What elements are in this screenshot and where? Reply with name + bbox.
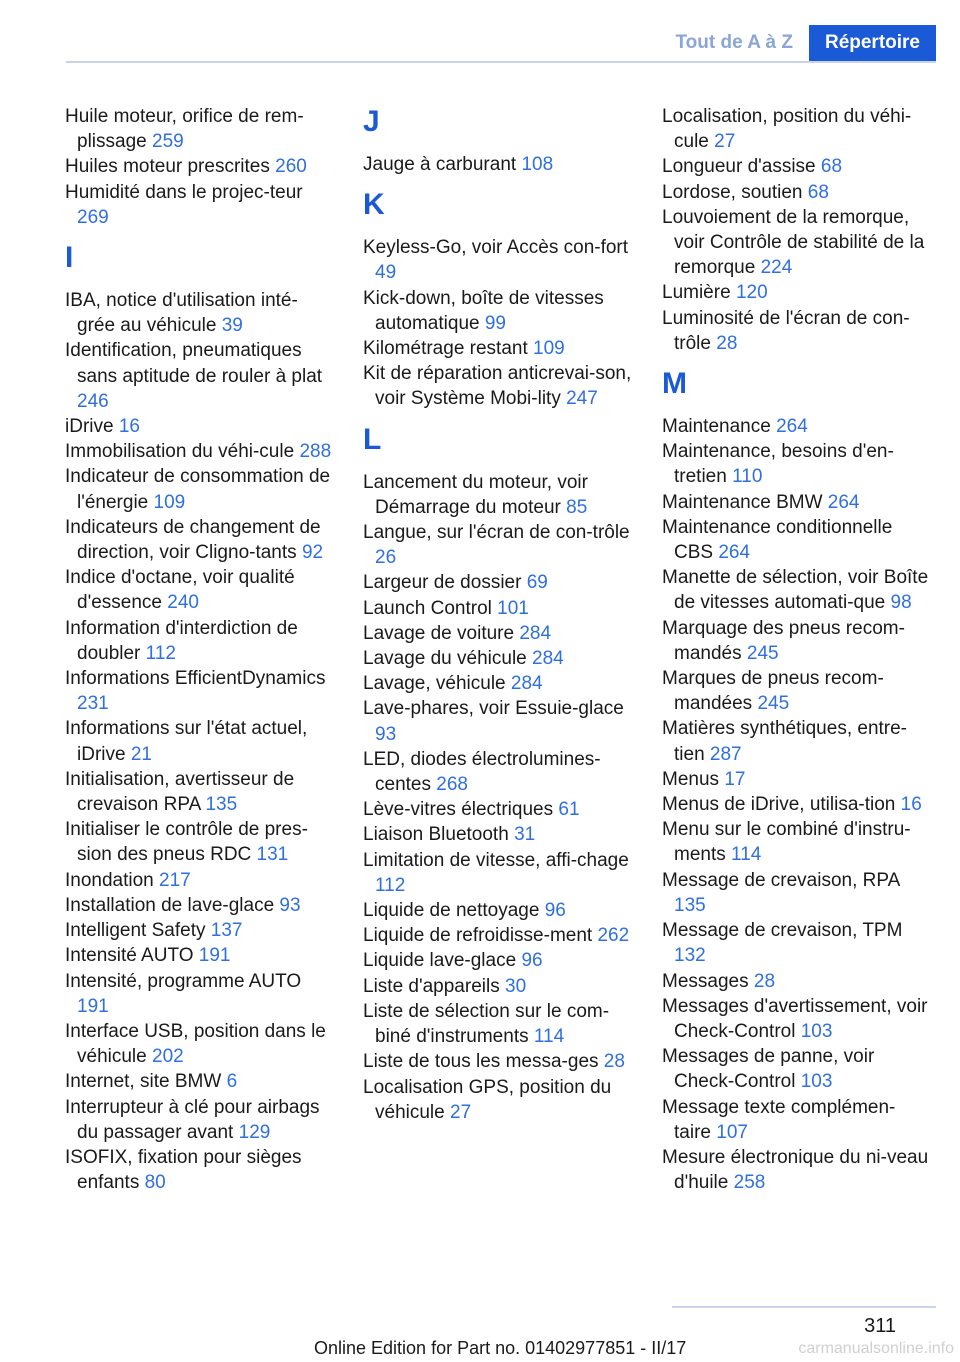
header-tabs <box>659 25 936 61</box>
index-entry <box>363 1075 633 1125</box>
entry-term: Kilométrage restant <box>363 338 528 360</box>
entry-term: Keyless-Go, voir Accès con-fort <box>363 237 629 259</box>
page-link[interactable]: 114 <box>731 844 762 866</box>
index-entry <box>662 1145 932 1195</box>
entry-term: iDrive <box>65 416 114 438</box>
page-link[interactable]: 135 <box>205 794 238 816</box>
entry-term: Informations sur l'état actuel, iDrive <box>65 718 308 765</box>
page-link[interactable]: 93 <box>279 894 301 916</box>
index-entry <box>65 893 335 918</box>
index-entry <box>363 520 633 570</box>
section-letter: I <box>65 241 74 275</box>
entry-term: Louvoiement de la remorque, voir Contrôle de stabilité de la remorque <box>662 206 925 279</box>
section-letter: K <box>363 188 385 222</box>
entry-term: Maintenance <box>662 416 771 438</box>
page-link[interactable]: 69 <box>526 572 548 594</box>
entry-term: Liaison Bluetooth <box>363 824 509 846</box>
page-link[interactable]: 108 <box>521 154 554 175</box>
entry-term: Interrupteur à clé pour airbags du passager avant <box>65 1096 320 1143</box>
index-entry <box>363 923 633 948</box>
page-link[interactable]: 269 <box>77 206 109 228</box>
index-entry <box>65 515 335 565</box>
index-entry <box>65 918 335 943</box>
entry-term: Lumière <box>662 282 731 304</box>
page-link[interactable]: 240 <box>167 592 199 614</box>
index-entry <box>65 1069 335 1094</box>
index-entry <box>662 969 932 994</box>
page-link[interactable]: 262 <box>597 925 630 947</box>
page-link[interactable]: 287 <box>709 743 742 765</box>
index-entry <box>363 999 633 1049</box>
index-entry <box>363 621 633 646</box>
index-entry <box>65 666 335 716</box>
page-link[interactable]: 264 <box>827 491 860 513</box>
entry-term: Localisation GPS, position du véhicule <box>363 1076 612 1123</box>
page-link[interactable]: 131 <box>256 844 289 866</box>
page-link[interactable]: 26 <box>375 547 397 569</box>
index-entry <box>65 1095 335 1145</box>
page-link[interactable]: 132 <box>674 945 706 967</box>
index-entry <box>65 338 335 414</box>
page-link[interactable]: 110 <box>732 466 763 488</box>
page-link[interactable]: 284 <box>519 622 552 644</box>
entry-term: LED, diodes électrolumines-centes <box>363 748 601 796</box>
edition-note: Online Edition for Part no. 01402977851 - II/17 <box>314 1338 687 1358</box>
entry-term: Identification, pneumatiques sans aptitude de rouler à plat <box>65 340 323 387</box>
entry-term: Liste de sélection sur le com-biné d'instruments <box>363 1000 610 1048</box>
page-link[interactable]: 129 <box>238 1121 271 1143</box>
page-link[interactable]: 258 <box>733 1172 766 1194</box>
page-number: 311 <box>864 1315 896 1337</box>
page-link[interactable]: 284 <box>532 648 564 670</box>
entry-term: Menus de iDrive, utilisa-tion <box>662 794 896 816</box>
page-link[interactable]: 30 <box>505 975 527 997</box>
index-entry <box>662 1095 932 1145</box>
page-link[interactable]: 68 <box>807 181 829 203</box>
page-link[interactable]: 247 <box>566 388 598 410</box>
page-link[interactable]: 120 <box>735 282 768 304</box>
entry-term: Indicateurs de changement de direction, voir Cligno-tants <box>65 516 321 564</box>
entry-term: Maintenance BMW <box>662 491 823 513</box>
index-entry <box>662 817 932 867</box>
index-entry <box>65 414 335 439</box>
index-entry <box>363 286 633 336</box>
index-entry <box>662 792 932 817</box>
index-entry <box>363 470 633 520</box>
entry-term: ISOFIX, fixation pour sièges enfants <box>65 1146 302 1194</box>
entry-term: Immobilisation du véhi-cule <box>65 441 295 463</box>
entry-term: Informations EfficientDynamics <box>65 668 326 690</box>
page-link[interactable]: 80 <box>144 1172 166 1194</box>
page-link[interactable]: 260 <box>275 156 307 178</box>
index-entry <box>363 646 633 671</box>
entry-term: Liste de tous les messa-ges <box>363 1051 599 1073</box>
entry-term: Lancement du moteur, voir Démarrage du moteur <box>363 471 588 518</box>
index-entry <box>65 969 335 1019</box>
index-entry <box>662 180 932 205</box>
page-link[interactable]: 264 <box>776 416 808 438</box>
page-link[interactable]: 85 <box>566 496 588 518</box>
entry-term: Maintenance, besoins d'en-tretien <box>662 441 894 488</box>
page-link[interactable]: 246 <box>77 390 109 412</box>
index-entry <box>65 104 335 154</box>
index-entry <box>662 716 932 766</box>
page-link[interactable]: 21 <box>130 743 152 765</box>
entry-term: Lavage de voiture <box>363 622 515 644</box>
page-link[interactable]: 259 <box>152 131 184 153</box>
page-link[interactable]: 224 <box>760 257 793 279</box>
page-link[interactable]: 27 <box>450 1101 472 1123</box>
page-link[interactable]: 109 <box>153 491 186 513</box>
index-entry <box>662 1044 932 1094</box>
page-link[interactable]: 39 <box>221 315 243 337</box>
entry-term: Largeur de dossier <box>363 572 522 594</box>
index-entry <box>662 490 932 515</box>
entry-term: Message de crevaison, TPM <box>662 920 903 942</box>
index-entry <box>662 767 932 792</box>
entry-term: Jauge à carburant <box>363 154 517 175</box>
page-link[interactable]: 245 <box>746 642 779 664</box>
index-entry <box>363 898 633 923</box>
entry-term: Inondation <box>65 869 154 891</box>
index-entry <box>662 994 932 1044</box>
index-entry <box>662 104 932 154</box>
entry-term: Maintenance conditionnelle CBS <box>662 516 893 564</box>
index-entry <box>363 747 633 797</box>
entry-term: Internet, site BMW <box>65 1071 222 1093</box>
index-entry <box>65 943 335 968</box>
entry-term: Kit de réparation anticrevai-son, voir Système Mobi-lity <box>363 363 632 410</box>
index-entry <box>65 464 335 514</box>
page-link[interactable]: 27 <box>714 131 736 153</box>
index-entry <box>662 205 932 281</box>
entry-term: Luminosité de l'écran de con-trôle <box>662 307 910 354</box>
index-entry <box>363 822 633 847</box>
entry-term: Lavage, véhicule <box>363 673 506 695</box>
index-entry <box>65 616 335 666</box>
index-entry <box>662 154 932 179</box>
entry-term: Lavage du véhicule <box>363 648 527 670</box>
footer-divider <box>672 1306 936 1308</box>
page-link[interactable]: 268 <box>436 774 468 796</box>
entry-term: Localisation, position du véhi-cule <box>662 106 912 153</box>
entry-term: IBA, notice d'utilisation inté-grée au véhicule <box>65 290 298 337</box>
entry-term: Humidité dans le projec-teur <box>65 181 303 203</box>
page-link[interactable]: 245 <box>757 693 790 715</box>
page-link[interactable]: 16 <box>118 416 140 438</box>
index-entry <box>363 696 633 746</box>
page-link[interactable]: 49 <box>375 262 397 284</box>
entry-term: Message de crevaison, RPA <box>662 869 900 891</box>
index-entry <box>662 414 932 439</box>
page-link[interactable]: 191 <box>198 945 231 967</box>
page-link[interactable]: 28 <box>716 332 738 354</box>
page-link[interactable]: 202 <box>152 1046 184 1068</box>
entry-term: Mesure électronique du ni-veau d'huile <box>662 1146 929 1194</box>
index-entry <box>363 152 633 177</box>
entry-term: Huiles moteur prescrites <box>65 156 270 178</box>
index-entry <box>65 154 335 179</box>
index-entry <box>363 336 633 361</box>
entry-term: Marques de pneus recom-mandées <box>662 668 884 715</box>
section-letter: M <box>662 367 687 401</box>
index-entry <box>662 306 932 356</box>
entry-term: Interface USB, position dans le véhicule <box>65 1020 326 1068</box>
entry-term: Longueur d'assise <box>662 156 816 178</box>
entry-term: Installation de lave-glace <box>65 894 275 916</box>
entry-term: Matières synthétiques, entre-tien <box>662 718 908 765</box>
page-link[interactable]: 114 <box>533 1026 565 1048</box>
page-link[interactable]: 96 <box>521 950 543 972</box>
entry-term: Liste d'appareils <box>363 975 500 997</box>
section-letter: L <box>363 422 382 456</box>
page-link[interactable]: 99 <box>484 312 506 334</box>
entry-term: Lave-phares, voir Essuie-glace <box>363 698 624 720</box>
page-link[interactable]: 264 <box>718 542 751 564</box>
entry-term: Information d'interdiction de doubler <box>65 617 298 664</box>
index-entry <box>65 1145 335 1195</box>
index-entry <box>65 767 335 817</box>
index-entry <box>363 235 633 285</box>
entry-term: Marquage des pneus recom-mandés <box>662 617 905 664</box>
page-link[interactable]: 103 <box>800 1071 833 1093</box>
index-entry <box>662 616 932 666</box>
entry-term: Menu sur le combiné d'instru-ments <box>662 819 911 866</box>
header-divider <box>66 61 936 63</box>
index-entry <box>363 570 633 595</box>
page-link[interactable]: 6 <box>226 1071 238 1093</box>
tab-tout-de-a-a-z[interactable]: Tout de A à Z <box>675 32 793 53</box>
page-link[interactable]: 93 <box>375 723 397 745</box>
index-entry <box>65 817 335 867</box>
page-link[interactable]: 231 <box>77 693 109 715</box>
page-link[interactable]: 135 <box>674 894 706 916</box>
page-link[interactable]: 96 <box>544 900 566 922</box>
index-entry <box>65 565 335 615</box>
entry-term: Messages de panne, voir Check-Control <box>662 1046 875 1093</box>
page-link[interactable]: 101 <box>497 597 529 619</box>
index-entry <box>363 596 633 621</box>
entry-term: Lordose, soutien <box>662 181 803 203</box>
index-entry <box>662 666 932 716</box>
index-entry <box>363 1049 633 1074</box>
entry-term: Huile moteur, orifice de rem-plissage <box>65 106 304 153</box>
page-link[interactable]: 61 <box>558 799 580 821</box>
entry-term: Lève-vitres électriques <box>363 799 554 821</box>
entry-term: Intelligent Safety <box>65 920 206 942</box>
tab-repertoire[interactable]: Répertoire <box>809 25 936 61</box>
page-link[interactable]: 288 <box>299 441 332 463</box>
index-entry <box>65 716 335 766</box>
index-entry <box>662 868 932 918</box>
page-link[interactable]: 68 <box>820 156 843 178</box>
entry-term: Initialiser le contrôle de pres-sion des pneus RDC <box>65 819 308 866</box>
page-link[interactable]: 109 <box>533 338 565 360</box>
index-entry <box>363 671 633 696</box>
index-entry <box>363 797 633 822</box>
page-link[interactable]: 137 <box>210 920 243 942</box>
page-link[interactable]: 28 <box>753 970 776 992</box>
entry-term: Messages d'avertissement, voir Check-Control <box>662 995 928 1042</box>
entry-term: Launch Control <box>363 597 492 619</box>
index-column-3 <box>662 104 932 1195</box>
index-entry <box>363 974 633 999</box>
index-entry <box>662 280 932 305</box>
entry-term: Limitation de vitesse, affi-chage <box>363 849 629 871</box>
page-link[interactable]: 17 <box>724 768 746 790</box>
page-link[interactable]: 28 <box>603 1051 625 1073</box>
entry-term: Indice d'octane, voir qualité d'essence <box>65 567 295 614</box>
entry-term: Liquide de nettoyage <box>363 900 540 922</box>
index-entry <box>662 565 932 615</box>
index-entry <box>662 918 932 968</box>
entry-term: Langue, sur l'écran de con-trôle <box>363 522 630 544</box>
page-link[interactable]: 112 <box>375 874 406 896</box>
page-link[interactable]: 217 <box>159 869 191 891</box>
index-entry <box>65 180 335 230</box>
section-letter: J <box>363 105 380 138</box>
entry-term: Kick-down, boîte de vitesses automatique <box>363 287 604 334</box>
index-entry <box>363 948 633 973</box>
index-entry <box>65 288 335 338</box>
page-link[interactable]: 112 <box>145 642 176 664</box>
page-link[interactable]: 107 <box>716 1121 748 1143</box>
page-link[interactable]: 92 <box>301 542 324 564</box>
page-link[interactable]: 103 <box>800 1020 833 1042</box>
entry-term: Liquide de refroidisse-ment <box>363 925 593 947</box>
page-link[interactable]: 31 <box>514 824 536 846</box>
entry-term: Manette de sélection, voir Boîte de vitesses automati-que <box>662 567 929 614</box>
watermark: carmanualsonline.info <box>798 1340 954 1357</box>
entry-term: Intensité AUTO <box>65 945 194 967</box>
index-column-2 <box>363 104 633 1125</box>
index-entry <box>65 439 335 464</box>
index-entry <box>662 439 932 489</box>
page-link[interactable]: 16 <box>900 794 922 816</box>
entry-term: Initialisation, avertisseur de crevaison RPA <box>65 768 295 816</box>
index-entry <box>363 361 633 411</box>
entry-term: Indicateur de consommation de l'énergie <box>65 466 331 513</box>
index-column-1 <box>65 104 335 1195</box>
entry-term: Menus <box>662 768 720 790</box>
entry-term: Intensité, programme AUTO <box>65 970 302 992</box>
index-entry <box>662 515 932 565</box>
entry-term: Liquide lave-glace <box>363 950 517 972</box>
index-entry <box>65 1019 335 1069</box>
page-link[interactable]: 191 <box>77 995 109 1017</box>
index-entry <box>363 848 633 898</box>
entry-term: Message texte complémen-taire <box>662 1096 896 1143</box>
page-link[interactable]: 284 <box>510 673 543 695</box>
entry-term: Messages <box>662 970 749 992</box>
page-link[interactable]: 98 <box>890 592 912 614</box>
index-entry <box>65 868 335 893</box>
